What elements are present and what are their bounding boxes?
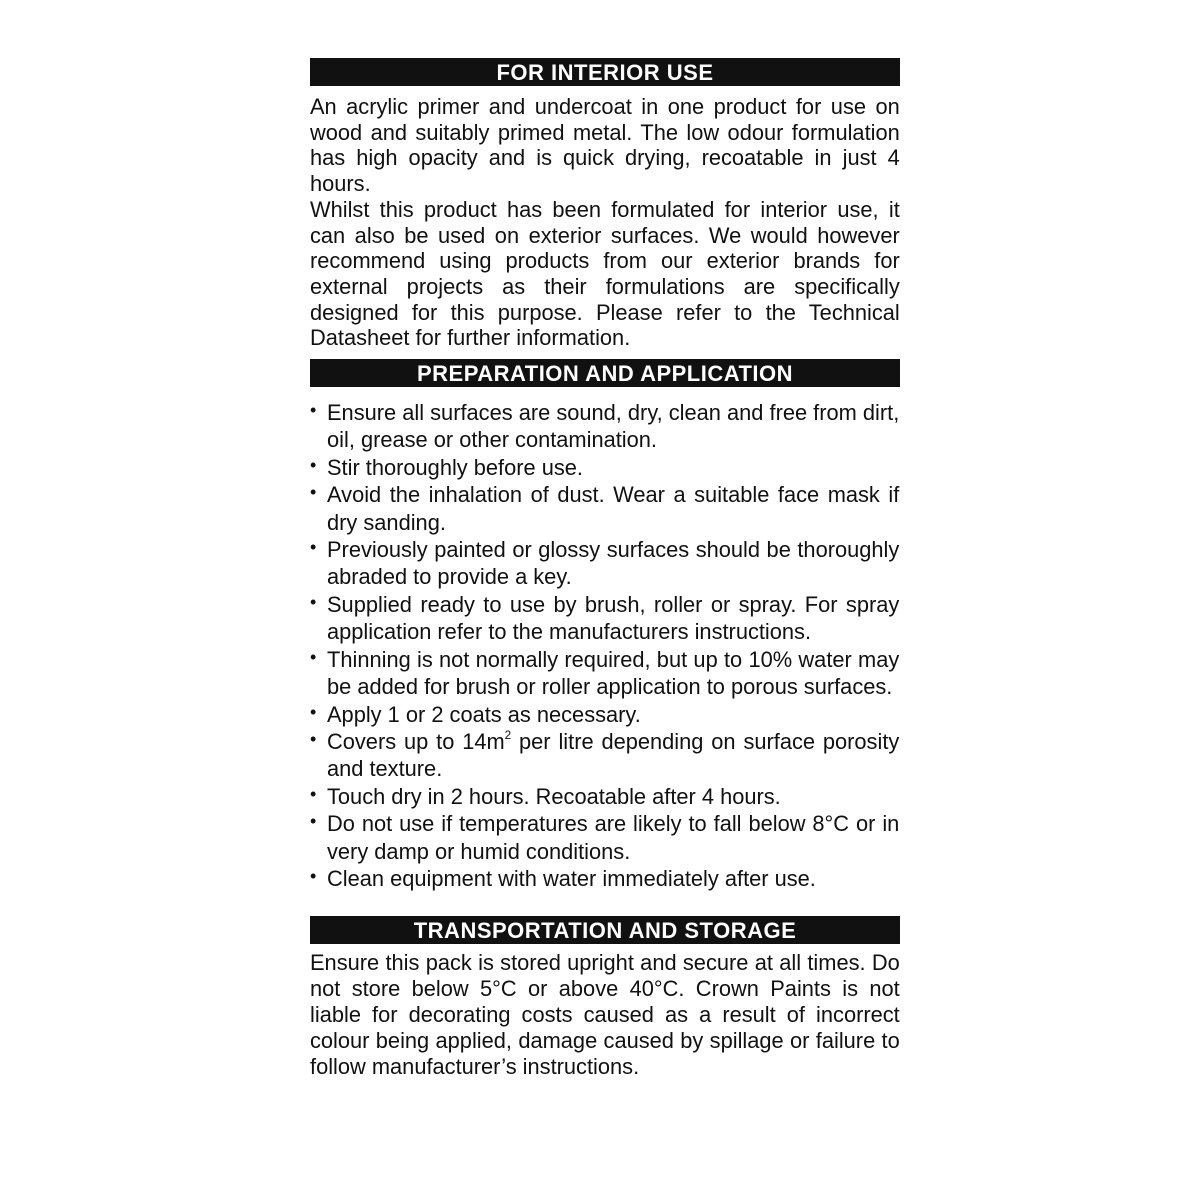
storage-instructions: Ensure this pack is stored upright and secure at all times. Do not store below 5°C or above 40°C. Crown Paints is not liable for decorating costs caused as a result of incorrect colour being applied, damage caused by spillage or failure to follow manufacturer’s instructions. [310,950,900,1080]
list-item: • Supplied ready to use by brush, roller or spray. For spray application refer to the manufacturers instructions. [310,591,900,645]
interior-use-header: FOR INTERIOR USE [310,58,900,86]
transportation-storage-header: TRANSPORTATION AND STORAGE [310,916,900,944]
list-item: • Ensure all surfaces are sound, dry, clean and free from dirt, oil, grease or other contamination. [310,400,900,453]
bullet-icon: • [310,811,317,832]
bullet-icon: • [310,865,317,886]
bullet-icon: • [310,701,317,722]
exterior-use-note: Whilst this product has been formulated for interior use, it can also be used on exterior surfaces. We would however recommend using products from our exterior brands for external projects as their formulations are specifically designed for this purpose. Please refer to the Technical Datasheet for further information. [310,196,900,351]
list-item: • Previously painted or glossy surfaces should be thoroughly abraded to provide a key. [310,537,900,590]
bullet-icon: • [310,591,317,612]
list-item: • Thinning is not normally required, but up to 10% water may be added for brush or roller application to porous surfaces. [310,646,900,700]
product-description: An acrylic primer and undercoat in one product for use on wood and suitably primed metal. The low odour formulation has high opacity and is quick drying, recoatable in just 4 hours. [310,94,900,197]
bullet-icon: • [310,646,317,667]
list-item: • Clean equipment with water immediately after use. [310,865,816,891]
product-label [310,58,900,1080]
list-item: • Stir thoroughly before use. [310,454,583,480]
list-item: • Apply 1 or 2 coats as necessary. [310,701,641,727]
list-item: • Covers up to $14m^2$ per litre depending on surface porosity and texture. [310,727,900,782]
preparation-list [310,399,900,892]
bullet-icon: • [310,783,317,804]
list-item: • Do not use if temperatures are likely to fall below 8°C or in very damp or humid conditions. [310,811,900,864]
preparation-application-header: PREPARATION AND APPLICATION [310,359,900,387]
bullet-icon: • [310,400,317,421]
bullet-icon: • [310,728,317,749]
bullet-icon: • [310,454,317,475]
bullet-icon: • [310,537,317,558]
interior-use-section [310,94,900,351]
list-item: • Avoid the inhalation of dust. Wear a suitable face mask if dry sanding. [310,482,900,535]
list-item: • Touch dry in 2 hours. Recoatable after 4 hours. [310,783,781,809]
bullet-icon: • [310,482,317,503]
